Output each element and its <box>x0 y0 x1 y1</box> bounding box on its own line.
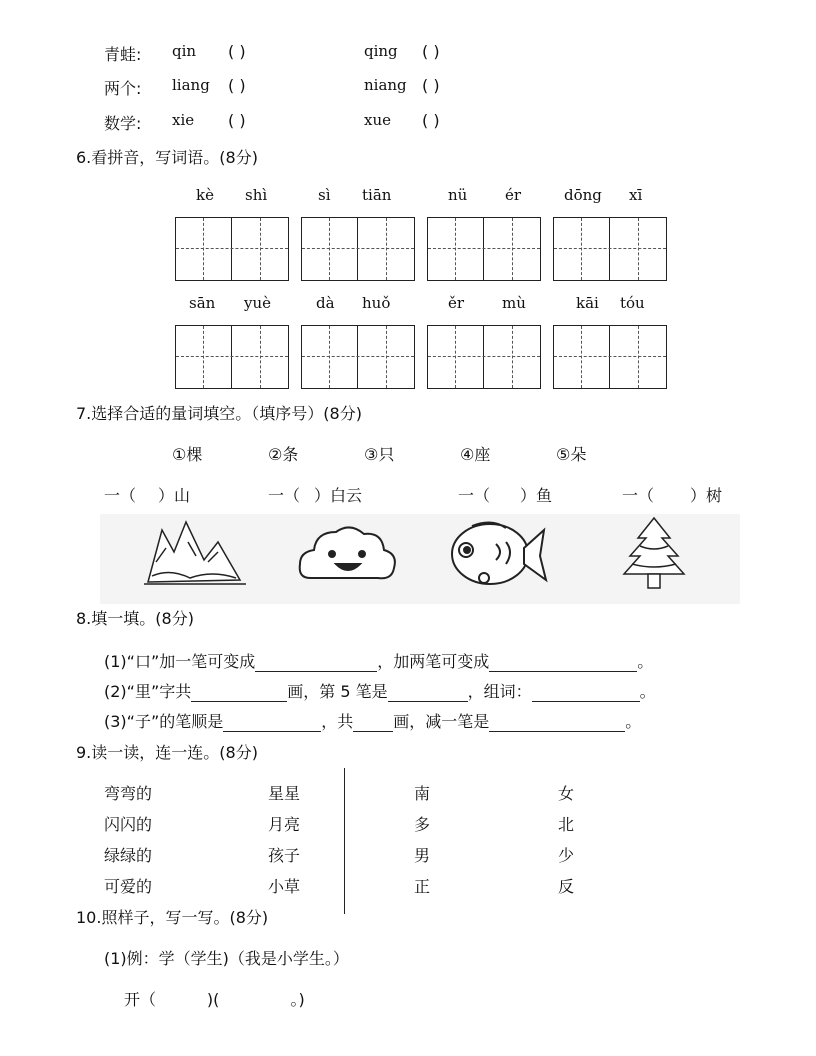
q6-py: shì <box>245 186 268 204</box>
q5-row1-b: qing <box>364 42 398 60</box>
q7-blank-cloud[interactable] <box>268 483 362 506</box>
q8-line2 <box>104 679 656 702</box>
q8-l2-text: 画，第 5 笔是 <box>287 682 388 701</box>
q7-title: 7.选择合适的量词填空。（填序号）(8分) <box>76 404 362 423</box>
q5-row1-label: 青蛙: <box>104 45 142 64</box>
q10-example: (1)例：学（学生)（我是小学生。） <box>104 949 349 968</box>
blank-post: ）树 <box>690 486 723 505</box>
q10-item[interactable]: 开（ )( 。) <box>124 990 305 1009</box>
q9-right-a-item[interactable]: 南 <box>414 784 431 803</box>
q9-right-b-item[interactable]: 少 <box>558 846 575 865</box>
q5-row3-a: xie <box>172 111 195 129</box>
tianzige-box[interactable] <box>427 325 541 389</box>
tianzige-box[interactable] <box>553 217 667 281</box>
q7-option: ④座 <box>460 445 491 464</box>
tianzige-box[interactable] <box>427 217 541 281</box>
tianzige-box[interactable] <box>175 217 289 281</box>
q9-left-a-item[interactable]: 绿绿的 <box>104 846 153 865</box>
q9-left-b-item[interactable]: 星星 <box>268 784 301 803</box>
q6-py: ěr <box>448 294 465 312</box>
blank-pre: 一（ <box>622 486 655 505</box>
q8-l1-text: (1)“口”加一笔可变成 <box>104 652 256 671</box>
q7-blank-fish[interactable] <box>458 483 552 506</box>
q5-row2-b: niang <box>364 76 407 94</box>
blank-post: ）白云 <box>314 486 363 505</box>
q9-right-a-item[interactable]: 正 <box>414 877 431 896</box>
q6-py: nü <box>448 186 468 204</box>
q6-py: sì <box>318 186 331 204</box>
answer-line[interactable] <box>388 685 468 702</box>
q7-blank-mountain[interactable] <box>104 483 190 506</box>
q6-title: 6.看拼音，写词语。(8分) <box>76 148 258 167</box>
q7-blank-tree[interactable] <box>622 483 722 506</box>
q6-py: huǒ <box>362 294 391 312</box>
q5-row3-b-paren[interactable]: ( ) <box>422 111 440 130</box>
q8-l3-text: 。 <box>625 712 642 731</box>
answer-line[interactable] <box>223 715 321 732</box>
q9-right-a-item[interactable]: 多 <box>414 815 431 834</box>
q7-option: ⑤朵 <box>556 445 587 464</box>
q8-l1-text: 。 <box>637 652 654 671</box>
q5-row1-b-paren[interactable]: ( ) <box>422 42 440 61</box>
q5-row3-a-paren[interactable]: ( ) <box>228 111 246 130</box>
q8-l2-text: (2)“里”字共 <box>104 682 192 701</box>
tianzige-box[interactable] <box>553 325 667 389</box>
q8-title: 8.填一填。(8分) <box>76 609 194 628</box>
q8-l1-text: ，加两笔可变成 <box>377 652 490 671</box>
q5-row2-a-paren[interactable]: ( ) <box>228 76 246 95</box>
q6-py: tiān <box>362 186 392 204</box>
q8-line1 <box>104 649 653 672</box>
blank-post: ）山 <box>158 486 191 505</box>
blank-pre: 一（ <box>104 486 137 505</box>
q8-l3-text: 画，减一笔是 <box>393 712 490 731</box>
q6-py: kāi <box>576 294 599 312</box>
q9-right-b-item[interactable]: 北 <box>558 815 575 834</box>
tianzige-box[interactable] <box>175 325 289 389</box>
blank-post: ）鱼 <box>520 486 553 505</box>
q9-left-a-item[interactable]: 弯弯的 <box>104 784 153 803</box>
q6-py: mù <box>502 294 526 312</box>
q8-line3 <box>104 709 641 732</box>
q9-right-b-item[interactable]: 反 <box>558 877 575 896</box>
q7-option: ③只 <box>364 445 395 464</box>
q5-row2-label: 两个: <box>104 79 142 98</box>
q9-left-b-item[interactable]: 孩子 <box>268 846 301 865</box>
q9-left-b-item[interactable]: 小草 <box>268 877 301 896</box>
answer-line[interactable] <box>532 685 640 702</box>
q8-l2-text: ，组词： <box>467 682 532 701</box>
q8-l3-text: ，共 <box>321 712 354 731</box>
answer-line[interactable] <box>489 655 637 672</box>
q5-row2-b-paren[interactable]: ( ) <box>422 76 440 95</box>
tianzige-box[interactable] <box>301 325 415 389</box>
q5-row2-a: liang <box>172 76 210 94</box>
q6-py: dōng <box>564 186 602 204</box>
q6-py: ér <box>505 186 522 204</box>
q9-left-b-item[interactable]: 月亮 <box>268 815 301 834</box>
q9-right-a-item[interactable]: 男 <box>414 846 431 865</box>
q7-picture-strip <box>100 512 740 604</box>
answer-line[interactable] <box>255 655 377 672</box>
q6-py: kè <box>196 186 214 204</box>
answer-line[interactable] <box>489 715 625 732</box>
answer-line[interactable] <box>353 715 393 732</box>
q7-option: ②条 <box>268 445 299 464</box>
q8-l3-text: (3)“子”的笔顺是 <box>104 712 224 731</box>
q9-title: 9.读一读，连一连。(8分) <box>76 743 258 762</box>
q6-py: dà <box>316 294 335 312</box>
q9-left-a-item[interactable]: 闪闪的 <box>104 815 153 834</box>
q9-divider <box>344 768 345 914</box>
q6-py: xī <box>629 186 643 204</box>
q5-row3-label: 数学: <box>104 114 142 133</box>
q9-right-b-item[interactable]: 女 <box>558 784 575 803</box>
q5-row1-a-paren[interactable]: ( ) <box>228 42 246 61</box>
blank-pre: 一（ <box>458 486 491 505</box>
q9-left-a-item[interactable]: 可爱的 <box>104 877 153 896</box>
blank-pre: 一（ <box>268 486 301 505</box>
q5-row3-b: xue <box>364 111 391 129</box>
answer-line[interactable] <box>191 685 287 702</box>
q10-title: 10.照样子，写一写。(8分) <box>76 908 269 927</box>
q7-option: ①棵 <box>172 445 203 464</box>
q6-py: sān <box>189 294 216 312</box>
tianzige-box[interactable] <box>301 217 415 281</box>
q8-l2-text: 。 <box>639 682 656 701</box>
q6-py: tóu <box>620 294 645 312</box>
q5-row1-a: qin <box>172 42 197 60</box>
q6-py: yuè <box>244 294 272 312</box>
